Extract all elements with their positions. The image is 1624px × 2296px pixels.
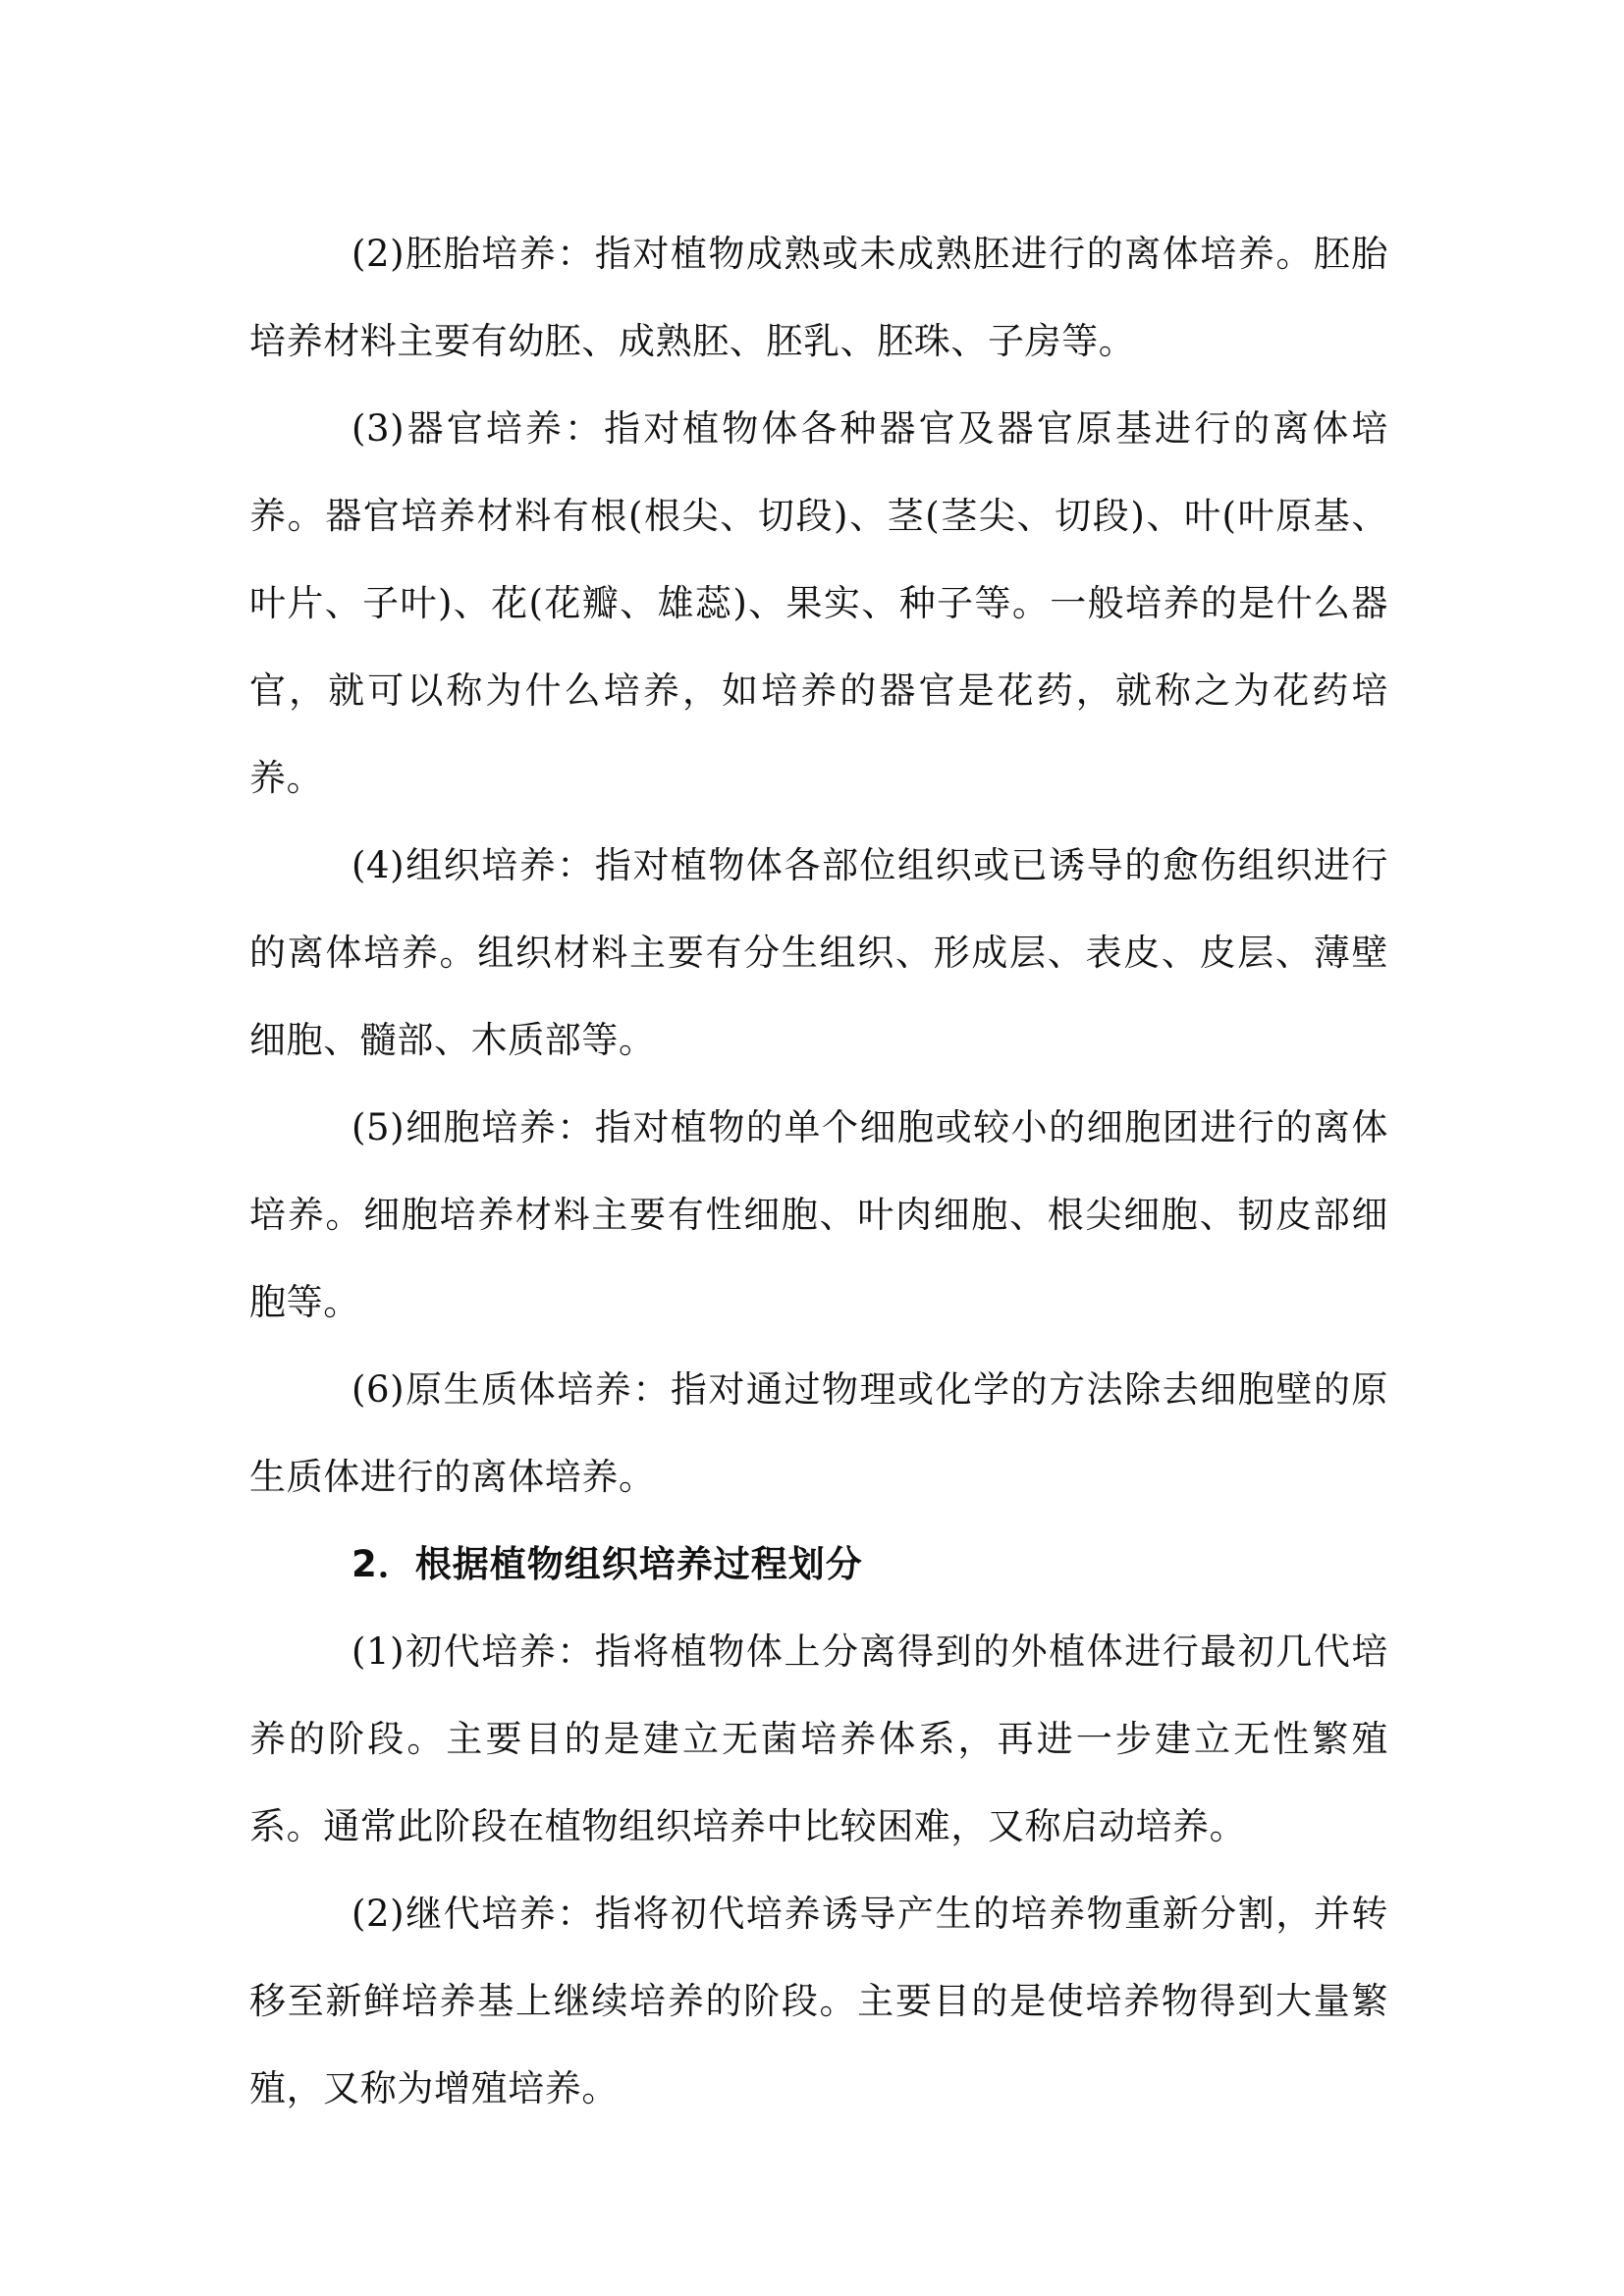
document-body — [249, 210, 1388, 2132]
paragraph-subculture: (2)继代培养：指将初代培养诱导产生的培养物重新分割，并转移至新鲜培养基上继续培养的阶段。主要目的是使培养物得到大量繁殖，又称为增殖培养。 — [249, 1893, 1388, 2109]
paragraph-cell-culture: (5)细胞培养：指对植物的单个细胞或较小的细胞团进行的离体培养。细胞培养材料主要有性细胞、叶肉细胞、根尖细胞、韧皮部细胞等。 — [249, 1106, 1388, 1323]
paragraph-primary-culture: (1)初代培养：指将植物体上分离得到的外植体进行最初几代培养的阶段。主要目的是建立无菌培养体系，再进一步建立无性繁殖系。通常此阶段在植物组织培养中比较困难，又称启动培养。 — [249, 1630, 1388, 1847]
paragraph-organ-culture: (3)器官培养：指对植物体各种器官及器官原基进行的离体培养。器官培养材料有根(根尖、切段)、茎(茎尖、切段)、叶(叶原基、叶片、子叶)、花(花瓣、雄蕊)、果实、种子等。一般培养的是什么器官，就可以称为什么培养，如培养的器官是花药，就称之为花药培养。 — [249, 407, 1388, 799]
paragraph-tissue-culture: (4)组织培养：指对植物体各部位组织或已诱导的愈伤组织进行的离体培养。组织材料主要有分生组织、形成层、表皮、皮层、薄壁细胞、髓部、木质部等。 — [249, 844, 1388, 1061]
paragraph-embryo-culture: (2)胚胎培养：指对植物成熟或未成熟胚进行的离体培养。胚胎培养材料主要有幼胚、成熟胚、胚乳、胚珠、子房等。 — [249, 233, 1388, 362]
paragraph-protoplast-culture: (6)原生质体培养：指对通过物理或化学的方法除去细胞壁的原生质体进行的离体培养。 — [249, 1368, 1388, 1498]
section-heading: 2．根据植物组织培养过程划分 — [352, 1543, 863, 1585]
